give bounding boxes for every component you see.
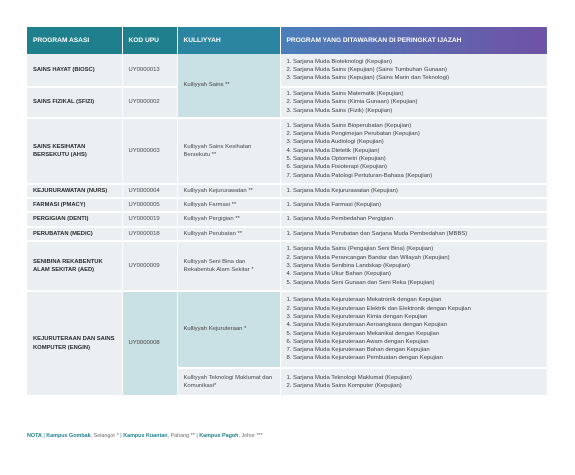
campus-kuantan: Kampus Kuantan — [123, 433, 168, 439]
list-item: 7. Sarjana Muda Patologi Pertuturan-Bahasa (Kepujian) — [286, 172, 433, 179]
campus-pagoh-suffix: , Johor *** — [238, 433, 263, 439]
list-item: 7. Sarjana Muda Kejuruteraan Bahan dengan Kepujian — [286, 347, 430, 354]
campus-kuantan-suffix: , Pahang ** — [167, 433, 195, 439]
kulliyyah-name: Kulliyyah Perubatan ** — [177, 227, 280, 241]
program-list — [280, 212, 547, 226]
upu-code: UY0000003 — [122, 118, 177, 184]
header-kod-upu: KOD UPU — [122, 27, 177, 54]
campus-gombak: Kampus Gombak — [46, 433, 91, 439]
table-row — [27, 184, 547, 198]
upu-code: UY0000002 — [122, 87, 177, 118]
campus-pagoh: Kampus Pagoh — [199, 433, 239, 439]
kulliyyah-name: Kulliyyah Pergigian ** — [177, 212, 280, 226]
list-item: 1. Sarjana Muda Farmasi (Kepujian) — [286, 202, 382, 209]
upu-code: UY0000013 — [122, 54, 177, 87]
program-list — [280, 54, 547, 87]
list-item: 5. Sarjana Muda Optometri (Kepujian) — [286, 156, 386, 163]
kulliyyah-name: Kulliyyah Seni Bina dan Rekabentuk Alam Sekitar * — [177, 241, 280, 291]
program-name: SENIBINA REKABENTUK ALAM SEKITAR (AED) — [27, 241, 122, 291]
upu-code: UY0000009 — [122, 241, 177, 291]
list-item: 2. Sarjana Muda Perancangan Bandar dan Wilayah (Kepujian) — [286, 254, 450, 261]
kulliyyah-name: Kulliyyah Farmasi ** — [177, 198, 280, 212]
list-item: 8. Sarjana Muda Kejuruteraan Pembuatan dengan Kepujian — [286, 355, 443, 362]
list-item: 1. Sarjana Muda Sains Matematik (Kepujian) — [286, 91, 404, 97]
upu-code: UY0000019 — [122, 212, 177, 226]
program-name: SAINS KESIHATAN BERSEKUTU (AHS) — [27, 118, 122, 184]
list-item: 6. Sarjana Muda Kejuruteraan Awam dengan Kepujian — [286, 338, 429, 345]
upu-code: UY0000008 — [122, 291, 177, 396]
program-table — [27, 27, 547, 397]
list-item: 3. Sarjana Muda Sains (Kepujian) (Sains Marin dan Teknologi) — [286, 75, 450, 82]
list-item: 2. Sarjana Muda Sains Komputer (Kepujian) — [286, 383, 402, 390]
list-item: 3. Sarjana Muda Kejuruteraan Kimia dengan Kepujian — [286, 313, 428, 320]
program-list — [280, 291, 547, 368]
separator: | — [120, 433, 122, 439]
list-item: 3. Sarjana Muda Audiologi (Kepujian) — [286, 139, 384, 146]
list-item: 5. Sarjana Muda Kejuruteraan Mekanikal dengan Kepujian — [286, 330, 440, 337]
kulliyyah-name: Kulliyyah Sains Kesihatan Bersekutu ** — [177, 118, 280, 184]
program-list — [280, 118, 547, 184]
kulliyyah-name: Kulliyyah Kejururawatan ** — [177, 184, 280, 198]
separator: | — [43, 433, 45, 439]
list-item: 1. Sarjana Muda Sains (Pengajian Seni Bina) (Kepujian) — [286, 246, 434, 253]
upu-code: UY0000004 — [122, 184, 177, 198]
upu-code: UY0000005 — [122, 198, 177, 212]
list-item: 1. Sarjana Muda Kejururawatan (Kepujian) — [286, 187, 398, 194]
program-name: KEJURURAWATAN (NURS) — [27, 184, 122, 198]
list-item: 1. Sarjana Muda Teknologi Maklumat (Kepujian) — [286, 374, 412, 381]
table-row — [27, 54, 547, 87]
program-list — [280, 198, 547, 212]
program-list — [280, 184, 547, 198]
list-item: 1. Sarjana Muda Bioteknologi (Kepujian) — [286, 58, 392, 65]
list-item: 2. Sarjana Muda Pengimejan Perubatan (Kepujian) — [286, 131, 420, 138]
list-item: 3. Sarjana Muda Senibina Landskap (Kepujian) — [286, 262, 410, 269]
table-row — [27, 198, 547, 212]
header-program-ijazah: PROGRAM YANG DITAWARKAN DI PERINGKAT IJAZAH — [280, 27, 547, 54]
separator: | — [196, 433, 198, 439]
table-row — [27, 241, 547, 291]
program-list — [280, 87, 547, 118]
list-item: 2. Sarjana Muda Sains (Kimia Gunaan) (Kepujian) — [286, 99, 418, 106]
list-item: 3. Sarjana Muda Sains (Fizik) (Kepujian) — [286, 107, 393, 114]
table-header-row — [27, 27, 547, 54]
table-row — [27, 227, 547, 241]
header-kulliyyah: KULLIYYAH — [177, 27, 280, 54]
table-row — [27, 87, 547, 118]
list-item: 1. Sarjana Muda Sains Bioperubatan (Kepujian) — [286, 122, 412, 129]
kulliyyah-name: Kulliyyah Sains ** — [177, 54, 280, 118]
program-name: KEJURUTERAAN DAN SAINS KOMPUTER (ENGIN) — [27, 291, 122, 396]
list-item: 4. Sarjana Muda Ukur Bahan (Kepujian) — [286, 271, 391, 278]
footnote — [27, 433, 263, 439]
program-name: PERGIGIAN (DENTI) — [27, 212, 122, 226]
program-name: PERUBATAN (MEDIC) — [27, 227, 122, 241]
list-item: 4. Sarjana Muda Kejuruteraan Aeroangkasa dengan Kepujian — [286, 322, 447, 329]
list-item: 1. Sarjana Muda Perubatan dan Sarjana Muda Pembedahan (MBBS) — [286, 230, 468, 237]
program-list — [280, 368, 547, 396]
table-row — [27, 212, 547, 226]
program-name: FARMASI (PMACY) — [27, 198, 122, 212]
list-item: 5. Sarjana Muda Seni Gunaan dan Seni Reka (Kepujian) — [286, 279, 435, 286]
campus-gombak-suffix: , Selangor * — [90, 433, 119, 439]
list-item: 2. Sarjana Muda Kejuruteraan Elektrik dan Elektronik dengan Kepujian — [286, 305, 471, 312]
program-name: SAINS HAYAT (BIOSC) — [27, 54, 122, 87]
table-row — [27, 291, 547, 368]
list-item: 2. Sarjana Muda Sains (Kepujian) (Sains Tumbuhan Gunaan) — [286, 66, 447, 73]
kulliyyah-name: Kulliyyah Teknologi Maklumat dan Komunikasi* — [177, 368, 280, 396]
kulliyyah-name: Kulliyyah Kejuruteraan * — [177, 291, 280, 368]
list-item: 6. Sarjana Muda Fisioterapi (Kepujian) — [286, 164, 388, 171]
program-list — [280, 241, 547, 291]
upu-code: UY0000018 — [122, 227, 177, 241]
list-item: 1. Sarjana Muda Kejuruteraan Mekatronik dengan Kepujian — [286, 297, 442, 304]
program-list — [280, 227, 547, 241]
list-item: 4. Sarjana Muda Dietetik (Kepujian) — [286, 147, 380, 154]
table-row — [27, 118, 547, 184]
note-label: NOTA — [27, 433, 42, 439]
list-item: 1. Sarjana Muda Pembedahan Pergigian — [286, 216, 393, 223]
program-name: SAINS FIZIKAL (SFIZI) — [27, 87, 122, 118]
header-program-asasi: PROGRAM ASASI — [27, 27, 122, 54]
